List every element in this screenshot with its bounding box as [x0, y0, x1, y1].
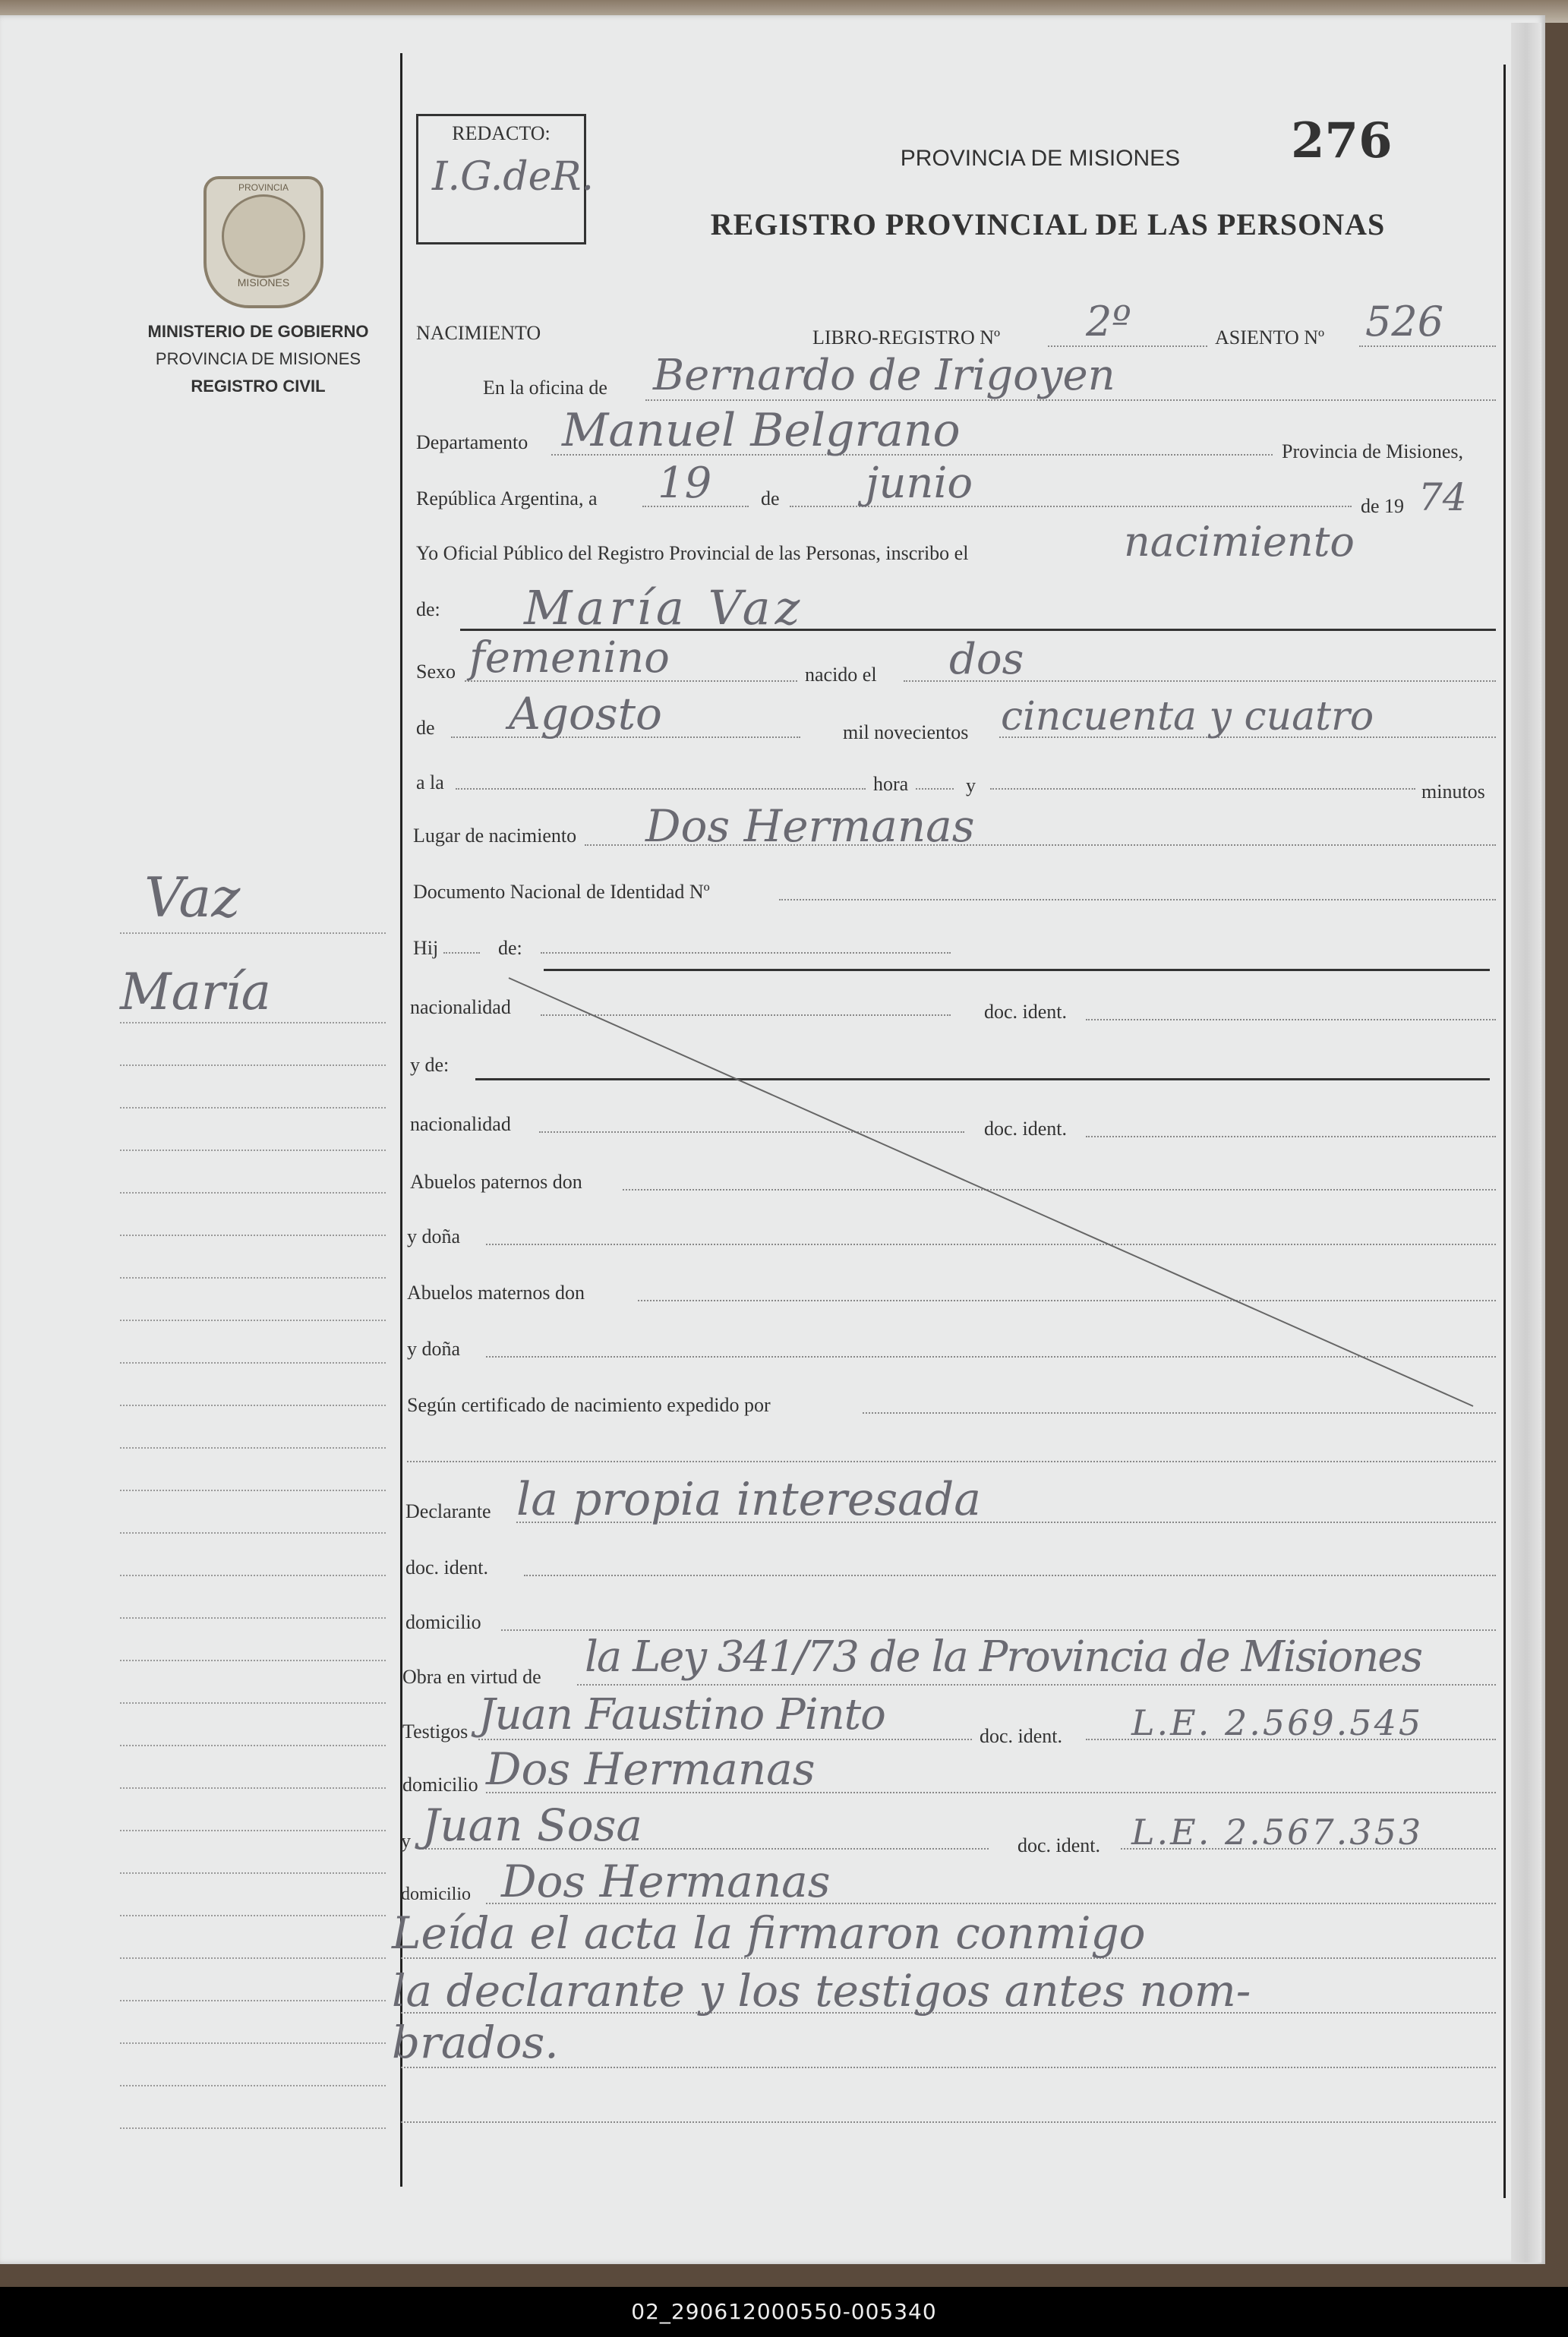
- margin-line: [120, 2042, 386, 2044]
- oficial-label: Yo Oficial Público del Registro Provincial de las Personas, inscribo el: [416, 542, 969, 564]
- act-type-label: NACIMIENTO: [416, 322, 541, 344]
- doc-ident-label: doc. ident.: [405, 1556, 489, 1578]
- form-left-rule: [400, 53, 402, 2187]
- domicilio-label: domicilio: [405, 1611, 481, 1633]
- form-right-rule: [1503, 65, 1506, 2198]
- dotted-line: [577, 1684, 1496, 1686]
- de-label: de: [761, 487, 780, 509]
- anio-nac-value: cincuenta y cuatro: [1001, 694, 1374, 740]
- margin-line: [120, 1362, 386, 1364]
- redacto-box: [416, 114, 595, 244]
- dotted-line: [1048, 345, 1207, 347]
- margin-line: [120, 1745, 386, 1746]
- margin-line: [120, 932, 386, 934]
- testigo2-doc: L.E. 2.567.353: [1131, 1812, 1424, 1853]
- margin-line: [120, 1192, 386, 1194]
- margin-line: [120, 1235, 386, 1236]
- margin-line: [120, 2000, 386, 2001]
- margin-line: [120, 1957, 386, 1959]
- oficina-value: Bernardo de Irigoyen: [653, 351, 1115, 400]
- dotted-line: [443, 952, 480, 954]
- province-label: PROVINCIA DE MISIONES: [155, 349, 361, 368]
- doc-ident-label: doc. ident.: [980, 1725, 1063, 1747]
- obra-label: Obra en virtud de: [402, 1666, 541, 1688]
- margin-line: [120, 1872, 386, 1874]
- margin-line: [120, 1702, 386, 1704]
- dotted-line: [863, 1412, 1496, 1414]
- margin-line: [120, 1277, 386, 1279]
- hij-de-label: de:: [498, 937, 522, 959]
- domicilio-label: domicilio: [401, 1884, 471, 1904]
- margin-line: [120, 2085, 386, 2086]
- mes-value: junio: [866, 459, 973, 508]
- declarante-label: Declarante: [405, 1500, 491, 1522]
- nacionalidad-label: nacionalidad: [410, 1113, 511, 1135]
- margin-line: [120, 1107, 386, 1109]
- minutos-label: minutos: [1421, 781, 1485, 803]
- nacido-label: nacido el: [805, 664, 877, 686]
- page-edge: [1511, 23, 1541, 2263]
- margin-line: [120, 1405, 386, 1406]
- parent-underline: [544, 969, 1490, 971]
- margin-line: [120, 1490, 386, 1491]
- lugar-label: Lugar de nacimiento: [413, 825, 577, 847]
- margin-line: [120, 1660, 386, 1661]
- de-year-label: de 19: [1361, 495, 1405, 517]
- mes-nac-value: Agosto: [509, 688, 662, 740]
- departamento-label: Departamento: [416, 431, 528, 453]
- doc-ident-label: doc. ident.: [984, 1001, 1068, 1023]
- dotted-line: [541, 952, 951, 954]
- dotted-line: [456, 788, 866, 790]
- libro-label: LIBRO-REGISTRO Nº: [812, 326, 1001, 348]
- margin-line: [120, 1532, 386, 1534]
- dotted-line: [501, 1629, 1496, 1631]
- civil-registry-label: REGISTRO CIVIL: [191, 377, 326, 396]
- margin-line: [120, 1064, 386, 1066]
- nacionalidad-label: nacionalidad: [410, 996, 511, 1018]
- ministry-label: MINISTERIO DE GOBIERNO: [147, 322, 369, 341]
- ydona-label: y doña: [407, 1338, 461, 1360]
- dotted-line: [916, 788, 954, 790]
- domicilio2-value: Dos Hermanas: [486, 1743, 816, 1795]
- margin-line: [120, 2127, 386, 2129]
- hij-label: Hij: [413, 937, 439, 959]
- oficina-label: En la oficina de: [483, 377, 607, 399]
- provincial-seal: [203, 176, 323, 308]
- de-month-label: de: [416, 717, 435, 739]
- year-value: 74: [1418, 475, 1467, 519]
- province-heading: PROVINCIA DE MISIONES: [900, 146, 1181, 171]
- abuelos-maternos-label: Abuelos maternos don: [407, 1282, 585, 1304]
- hora-label: hora: [873, 773, 909, 795]
- seal-emblem: [222, 194, 305, 278]
- image-caption: 02_290612000550-005340: [631, 2299, 937, 2324]
- margin-given-name: María: [120, 963, 271, 1021]
- y-label: y: [966, 774, 976, 796]
- registry-heading: REGISTRO PROVINCIAL DE LAS PERSONAS: [710, 207, 1386, 241]
- asiento-value: 526: [1365, 298, 1444, 345]
- republica-label: República Argentina, a: [416, 487, 598, 509]
- closing-line-1: Leída el acta la firmaron conmigo: [392, 1907, 1146, 1959]
- dotted-line: [407, 1461, 1496, 1462]
- certificado-label: Según certificado de nacimiento expedido por: [407, 1394, 771, 1416]
- margin-line: [120, 1830, 386, 1831]
- page-number: 276: [1291, 112, 1393, 169]
- domicilio-label: domicilio: [402, 1774, 478, 1796]
- domicilio3-value: Dos Hermanas: [501, 1856, 831, 1907]
- redacto-label: REDACTO:: [452, 122, 551, 144]
- ydona-label: y doña: [407, 1225, 461, 1247]
- yde-label: y de:: [410, 1054, 450, 1076]
- testigo2-value: Juan Sosa: [422, 1799, 642, 1851]
- closing-line-2: la declarante y los testigos antes nom-: [392, 1965, 1251, 2017]
- redacto-initials: I.G.deR.: [432, 154, 595, 200]
- mil-label: mil novecientos: [843, 721, 969, 743]
- dni-label: Documento Nacional de Identidad Nº: [413, 881, 710, 903]
- abuelos-paternos-label: Abuelos paternos don: [410, 1171, 582, 1193]
- cancel-diagonal: [486, 972, 1503, 1412]
- closing-line-3: brados.: [392, 2017, 559, 2068]
- dotted-line: [401, 2067, 1496, 2068]
- margin-line: [120, 1617, 386, 1619]
- nombre-value: María Vaz: [524, 580, 805, 636]
- margin-line: [120, 1150, 386, 1151]
- margin-line: [120, 1022, 386, 1023]
- sexo-value: femenino: [469, 633, 670, 683]
- provincia-label: Provincia de Misiones,: [1282, 440, 1464, 462]
- de-name-label: de:: [416, 598, 440, 620]
- dia-value: 19: [658, 459, 712, 508]
- nacido-value: dos: [949, 635, 1024, 684]
- dotted-line: [990, 788, 1415, 790]
- ala-label: a la: [416, 771, 444, 793]
- inscribo-value: nacimiento: [1124, 518, 1355, 566]
- seal-text: MISIONES: [237, 276, 290, 289]
- dotted-line: [1359, 345, 1496, 347]
- sexo-label: Sexo: [416, 661, 456, 683]
- dotted-line: [524, 1575, 1496, 1576]
- margin-line: [120, 1915, 386, 1916]
- testigo1-doc: L.E. 2.569.545: [1131, 1702, 1424, 1743]
- departamento-value: Manuel Belgrano: [562, 404, 961, 457]
- libro-value: 2º: [1086, 298, 1131, 345]
- doc-ident-label: doc. ident.: [984, 1118, 1068, 1140]
- dotted-line: [779, 899, 1496, 900]
- margin-line: [120, 1575, 386, 1576]
- margin-line: [120, 1320, 386, 1321]
- testigo1-value: Juan Faustino Pinto: [478, 1690, 885, 1739]
- testigos-label: Testigos: [402, 1720, 469, 1742]
- seal-top-text: PROVINCIA: [238, 182, 289, 193]
- y-label: y: [401, 1830, 411, 1852]
- doc-ident-label: doc. ident.: [1017, 1834, 1101, 1856]
- obra-value: la Ley 341/73 de la Provincia de Misiones: [585, 1632, 1422, 1682]
- asiento-label: ASIENTO Nº: [1215, 326, 1325, 348]
- margin-line: [120, 1447, 386, 1449]
- margin-line: [120, 1787, 386, 1789]
- margin-surname: Vaz: [144, 866, 241, 929]
- lugar-value: Dos Hermanas: [645, 800, 975, 852]
- dotted-line: [401, 2121, 1496, 2123]
- declarante-value: la propia interesada: [516, 1473, 982, 1526]
